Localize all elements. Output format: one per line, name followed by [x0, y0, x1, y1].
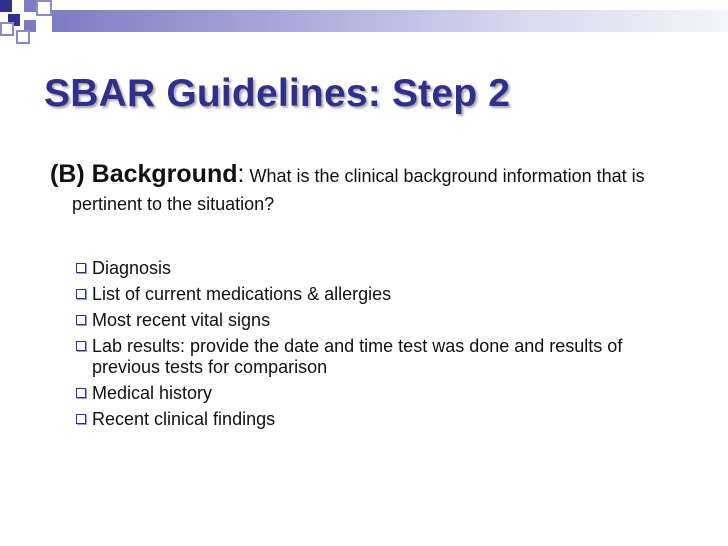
bullet-text: Medical history	[92, 383, 213, 403]
hollow-square-bullet-icon	[76, 388, 86, 398]
intro-paragraph	[50, 160, 690, 218]
list-item	[76, 383, 686, 404]
hollow-square-bullet-icon	[76, 315, 86, 325]
decor-square-outline-icon	[36, 0, 52, 16]
decor-square-dark-icon	[0, 0, 12, 12]
slide-title: SBAR Guidelines: Step 2	[44, 72, 511, 115]
list-item	[76, 284, 686, 305]
bullet-text: Recent clinical findings	[92, 409, 276, 429]
hollow-square-bullet-icon	[76, 341, 86, 351]
bullet-text: List of current medications & allergies	[92, 284, 392, 304]
hollow-square-bullet-icon	[76, 263, 86, 273]
decor-square-mid-icon	[24, 0, 36, 12]
decor-square-outline-icon	[0, 22, 14, 36]
list-item	[76, 258, 686, 279]
intro-question: What is the clinical background information that is pertinent to the situation?	[72, 166, 645, 214]
bullet-text: Diagnosis	[92, 258, 172, 278]
intro-text	[50, 160, 690, 218]
bullet-list	[76, 258, 686, 435]
header-gradient-bar	[52, 10, 728, 32]
intro-heading: (B) Background	[50, 160, 238, 188]
intro-colon: :	[237, 160, 245, 188]
bullet-text: Lab results: provide the date and time test was done and results of previous tests for comparison	[92, 336, 623, 377]
list-item	[76, 310, 686, 331]
hollow-square-bullet-icon	[76, 289, 86, 299]
bullet-text: Most recent vital signs	[92, 310, 271, 330]
hollow-square-bullet-icon	[76, 414, 86, 424]
decor-square-outline-icon	[16, 30, 30, 44]
list-item	[76, 409, 686, 430]
list-item	[76, 336, 686, 378]
